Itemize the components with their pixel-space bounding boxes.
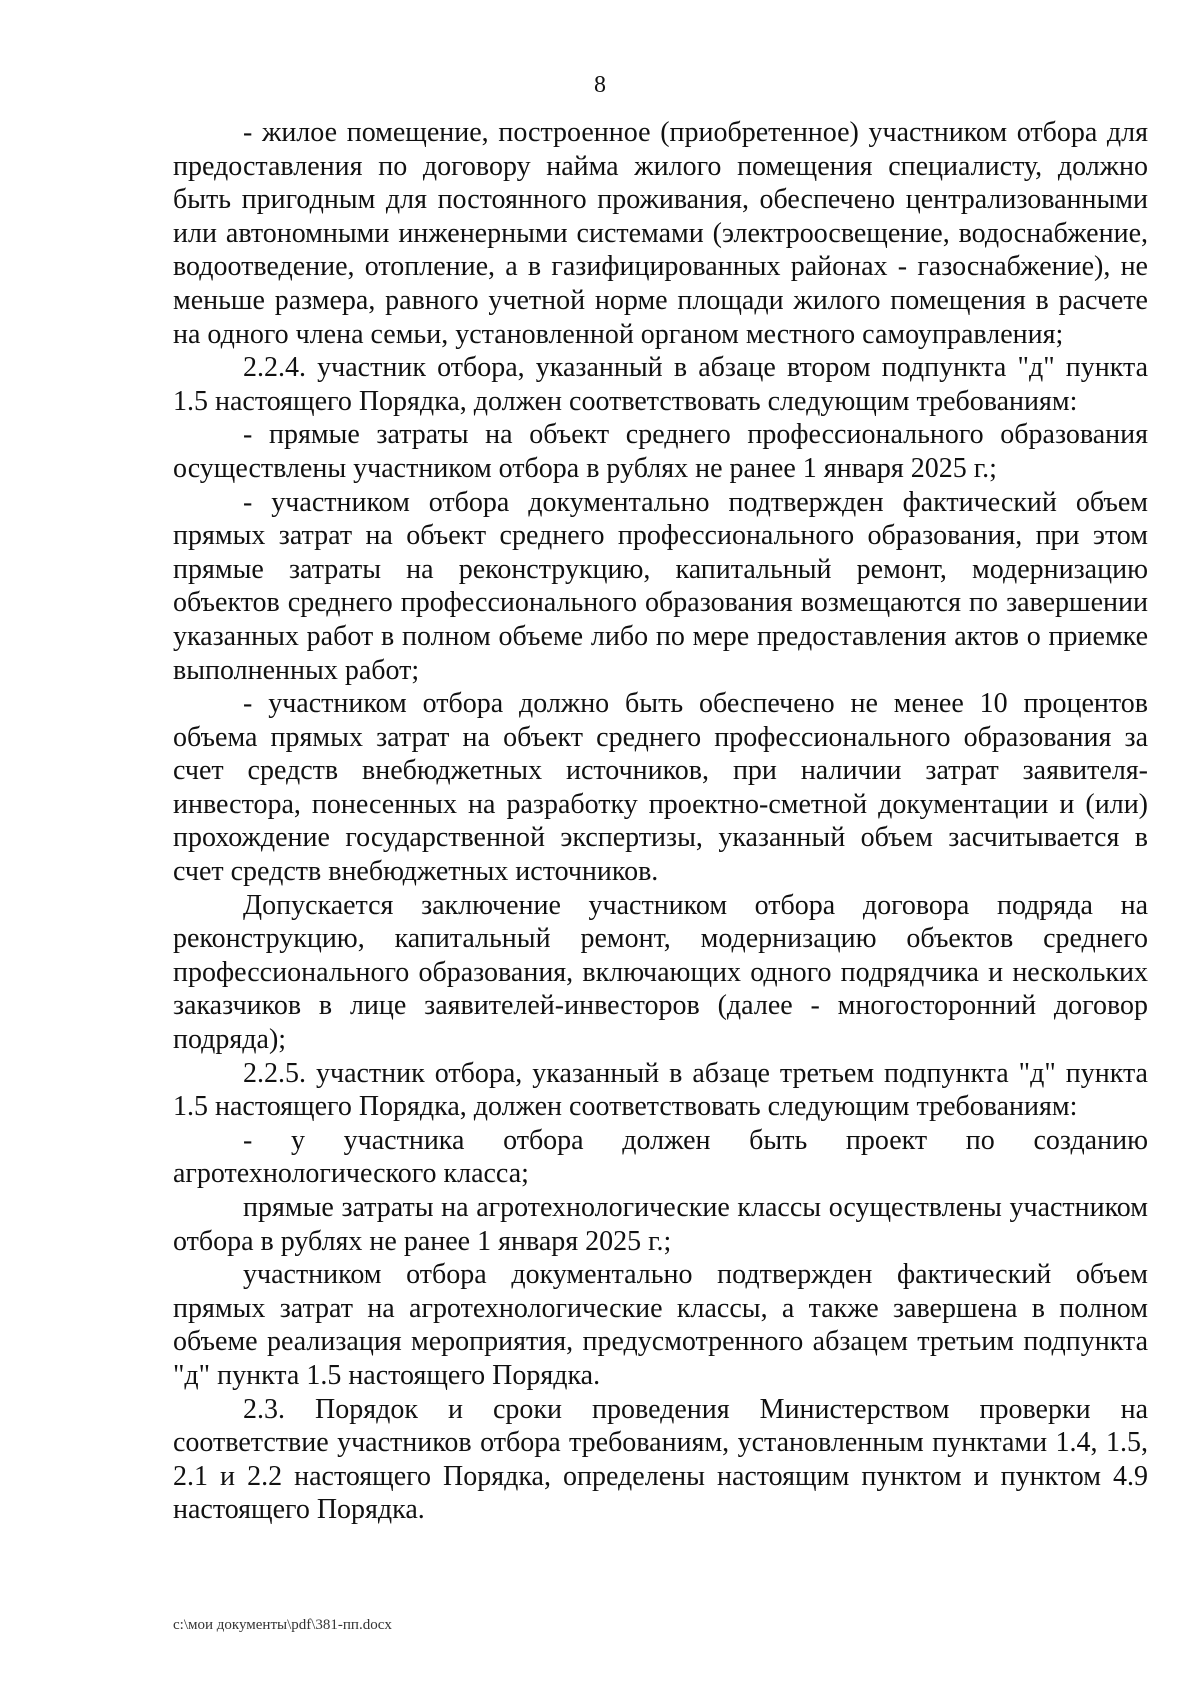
paragraph-agrotech-documented-costs: участником отбора документально подтвержден фактический объем прямых затрат на агротехнологические классы, а также завершена в полном объеме реализация мероприятия, предусмотренного абзацем третьим подпункта "д" пункта 1.5 настоящего Порядка.: [173, 1259, 1148, 1391]
paragraph-agrotech-project: - у участника отбора должен быть проект по созданию агротехнологического класса;: [173, 1124, 1148, 1190]
paragraph-agrotech-direct-costs: прямые затраты на агротехнологические классы осуществлены участником отбора в рублях не ранее 1 января 2025 г.;: [173, 1192, 1148, 1257]
paragraph-direct-costs-spo: - прямые затраты на объект среднего профессионального образования осуществлены участником отбора в рублях не ранее 1 января 2025 г.;: [173, 419, 1148, 484]
paragraph-2-2-5: 2.2.5. участник отбора, указанный в абзаце третьем подпункта "д" пункта 1.5 настоящего Порядка, должен соответствовать следующим требованиям:: [173, 1057, 1148, 1123]
paragraph-multilateral-contract: Допускается заключение участником отбора договора подряда на реконструкцию, капитальный ремонт, модернизацию объектов среднего профессионального образования, включающих одного подрядчика и нескольких заказчиков в лице заявителей-инвесторов (далее - многосторонний договор подряда);: [173, 889, 1148, 1056]
paragraph-extrabudgetary-share: - участником отбора должно быть обеспечено не менее 10 процентов объема прямых затрат на объект среднего профессионального образования за счет средств внебюджетных источников, при наличии затрат заявителя-инвестора, понесенных на разработку проектно-сметной документации и (или) прохождение государственной экспертизы, указанный объем засчитывается в счет средств внебюджетных источников.: [173, 688, 1148, 888]
paragraph-dwelling-requirements: - жилое помещение, построенное (приобретенное) участником отбора для предоставления по договору найма жилого помещения специалисту, должно быть пригодным для постоянного проживания, обеспечено централизованными или автономными инженерными системами (электроосвещение, водоснабжение, водоотведение, отопление, а в газифицированных районах - газоснабжение), не меньше размера, равного учетной норме площади жилого помещения в расчете на одного члена семьи, установленной органом местного самоуправления;: [173, 117, 1148, 350]
footer-file-path: c:\мои документы\pdf\381-пп.docx: [173, 1617, 392, 1633]
document-body: [173, 116, 1148, 1527]
paragraph-documented-costs-spo: - участником отбора документально подтвержден фактический объем прямых затрат на объект среднего профессионального образования, при этом прямые затраты на реконструкцию, капитальный ремонт, модернизацию объектов среднего профессионального образования возмещаются по завершении указанных работ в полном объеме либо по мере предоставления актов о приемке выполненных работ;: [173, 486, 1148, 686]
paragraph-2-2-4: 2.2.4. участник отбора, указанный в абзаце втором подпункта "д" пункта 1.5 настоящего Порядка, должен соответствовать следующим требованиям:: [173, 352, 1148, 417]
page-number: 8: [594, 72, 606, 98]
paragraph-2-3: 2.3. Порядок и сроки проведения Министерством проверки на соответствие участников отбора требованиям, установленным пунктами 1.4, 1.5, 2.1 и 2.2 настоящего Порядка, определены настоящим пунктом и пунктом 4.9 настоящего Порядка.: [173, 1393, 1148, 1526]
